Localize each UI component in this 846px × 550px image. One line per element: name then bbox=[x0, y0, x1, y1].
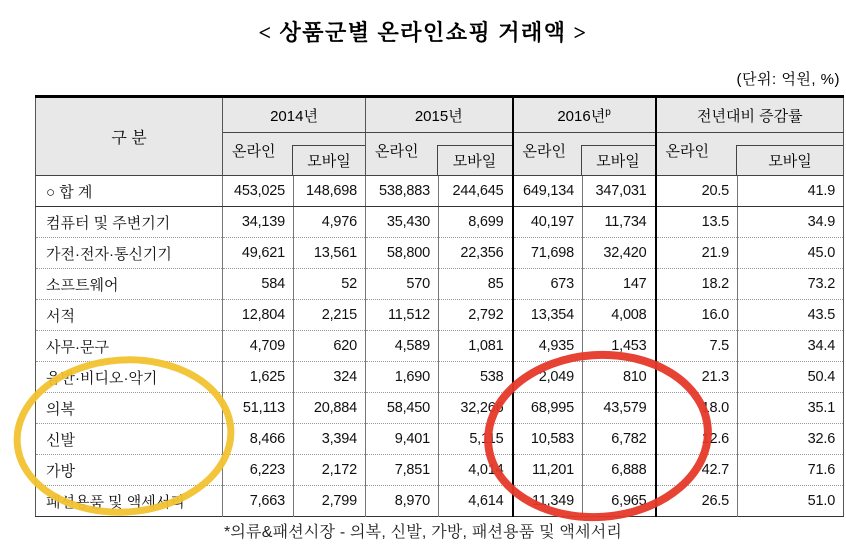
cell-y2014-mobile: 2,799 bbox=[294, 486, 366, 517]
cell-y2014-online: 6,223 bbox=[223, 455, 294, 486]
cell-y2015-mobile: 8,699 bbox=[439, 207, 513, 238]
table-row bbox=[36, 424, 844, 455]
row-label: 음반·비디오·악기 bbox=[36, 362, 223, 393]
total-row bbox=[36, 176, 844, 207]
cell-y2016-mobile: 6,782 bbox=[583, 424, 656, 455]
cell-y2014-online: 49,621 bbox=[223, 238, 294, 269]
year-header-2015 bbox=[366, 97, 513, 133]
cell-y2014-mobile: 2,172 bbox=[294, 455, 366, 486]
cell-y2014-online: 4,709 bbox=[223, 331, 294, 362]
subheader-2014 bbox=[223, 133, 366, 176]
subheader-2016 bbox=[513, 133, 656, 176]
mobile-subheader-box bbox=[292, 145, 365, 175]
cell-growth-online: 18.0 bbox=[656, 393, 738, 424]
cell-y2015-online: 9,401 bbox=[366, 424, 439, 455]
year-label: 2016년 bbox=[557, 107, 606, 125]
cell-y2015-online: 35,430 bbox=[366, 207, 439, 238]
table-row bbox=[36, 269, 844, 300]
table-row bbox=[36, 362, 844, 393]
cell-y2016-online: 649,134 bbox=[513, 176, 583, 207]
table-header bbox=[36, 97, 844, 176]
cell-y2014-online: 584 bbox=[223, 269, 294, 300]
mobile-subheader: 모바일 bbox=[307, 153, 351, 170]
fashion-market-footnote: *의류&패션시장 - 의복, 신발, 가방, 패션용품 및 액세서리 bbox=[223, 524, 623, 541]
cell-y2016-online: 71,698 bbox=[513, 238, 583, 269]
corner-header: 구 분 bbox=[36, 97, 223, 176]
cell-y2015-online: 4,589 bbox=[366, 331, 439, 362]
cell-y2015-online: 58,450 bbox=[366, 393, 439, 424]
cell-y2015-mobile: 85 bbox=[439, 269, 513, 300]
cell-growth-mobile: 73.2 bbox=[738, 269, 844, 300]
table-row bbox=[36, 393, 844, 424]
cell-y2016-online: 2,049 bbox=[513, 362, 583, 393]
data-table-wrapper bbox=[35, 95, 844, 517]
cell-y2015-online: 11,512 bbox=[366, 300, 439, 331]
cell-y2014-mobile: 20,884 bbox=[294, 393, 366, 424]
online-subheader: 온라인 bbox=[232, 143, 276, 160]
cell-y2014-mobile: 4,976 bbox=[294, 207, 366, 238]
mobile-subheader-box bbox=[581, 145, 655, 175]
cell-y2016-mobile: 347,031 bbox=[583, 176, 656, 207]
cell-y2014-online: 453,025 bbox=[223, 176, 294, 207]
cell-y2016-mobile: 6,965 bbox=[583, 486, 656, 517]
cell-y2015-online: 1,690 bbox=[366, 362, 439, 393]
cell-y2016-mobile: 11,734 bbox=[583, 207, 656, 238]
cell-y2014-mobile: 620 bbox=[294, 331, 366, 362]
cell-y2015-mobile: 5,115 bbox=[439, 424, 513, 455]
cell-growth-mobile: 32.6 bbox=[738, 424, 844, 455]
row-label: 컴퓨터 및 주변기기 bbox=[36, 207, 223, 238]
row-label: 의복 bbox=[36, 393, 223, 424]
cell-y2016-mobile: 4,008 bbox=[583, 300, 656, 331]
cell-growth-online: 16.0 bbox=[656, 300, 738, 331]
cell-growth-mobile: 45.0 bbox=[738, 238, 844, 269]
cell-y2014-online: 1,625 bbox=[223, 362, 294, 393]
mobile-subheader: 모바일 bbox=[452, 153, 497, 170]
row-label: 패션용품 및 액세서리 bbox=[36, 486, 223, 517]
cell-y2016-online: 13,354 bbox=[513, 300, 583, 331]
mobile-subheader: 모바일 bbox=[596, 153, 640, 170]
row-label: 가방 bbox=[36, 455, 223, 486]
mobile-subheader-box bbox=[437, 145, 512, 175]
year-header-2016 bbox=[513, 97, 656, 133]
cell-y2014-online: 34,139 bbox=[223, 207, 294, 238]
row-label: 가전·전자·통신기기 bbox=[36, 238, 223, 269]
online-subheader: 온라인 bbox=[522, 143, 567, 160]
cell-growth-mobile: 50.4 bbox=[738, 362, 844, 393]
cell-growth-mobile: 34.4 bbox=[738, 331, 844, 362]
year-header-row bbox=[36, 97, 844, 133]
row-label: 소프트웨어 bbox=[36, 269, 223, 300]
cell-y2015-mobile: 538 bbox=[439, 362, 513, 393]
cell-growth-online: 18.2 bbox=[656, 269, 738, 300]
mobile-subheader: 모바일 bbox=[768, 153, 812, 170]
cell-y2016-mobile: 6,888 bbox=[583, 455, 656, 486]
year-label: 2014년 bbox=[270, 107, 318, 125]
table-row bbox=[36, 207, 844, 238]
cell-y2015-mobile: 32,266 bbox=[439, 393, 513, 424]
cell-y2014-mobile: 3,394 bbox=[294, 424, 366, 455]
cell-y2016-mobile: 810 bbox=[583, 362, 656, 393]
cell-y2015-online: 570 bbox=[366, 269, 439, 300]
mobile-subheader-box bbox=[736, 145, 843, 175]
cell-growth-online: 21.9 bbox=[656, 238, 738, 269]
cell-growth-mobile: 41.9 bbox=[738, 176, 844, 207]
year-label: 전년대비 증감률 bbox=[697, 107, 803, 125]
cell-growth-mobile: 43.5 bbox=[738, 300, 844, 331]
cell-y2014-mobile: 324 bbox=[294, 362, 366, 393]
cell-y2016-mobile: 1,453 bbox=[583, 331, 656, 362]
cell-y2015-mobile: 4,614 bbox=[439, 486, 513, 517]
cell-growth-mobile: 51.0 bbox=[738, 486, 844, 517]
table-row bbox=[36, 455, 844, 486]
cell-y2014-mobile: 13,561 bbox=[294, 238, 366, 269]
cell-y2016-online: 40,197 bbox=[513, 207, 583, 238]
year-label: 2015년 bbox=[414, 107, 463, 125]
cell-y2015-mobile: 2,792 bbox=[439, 300, 513, 331]
table-row bbox=[36, 486, 844, 517]
cell-growth-online: 20.5 bbox=[656, 176, 738, 207]
cell-y2016-online: 673 bbox=[513, 269, 583, 300]
cell-y2015-mobile: 1,081 bbox=[439, 331, 513, 362]
cell-y2016-online: 68,995 bbox=[513, 393, 583, 424]
cell-y2015-mobile: 22,356 bbox=[439, 238, 513, 269]
cell-growth-online: 42.7 bbox=[656, 455, 738, 486]
subheader-growth bbox=[656, 133, 844, 176]
cell-growth-mobile: 35.1 bbox=[738, 393, 844, 424]
cell-y2016-mobile: 43,579 bbox=[583, 393, 656, 424]
cell-growth-online: 12.6 bbox=[656, 424, 738, 455]
cell-y2014-mobile: 148,698 bbox=[294, 176, 366, 207]
cell-growth-online: 7.5 bbox=[656, 331, 738, 362]
table-row bbox=[36, 238, 844, 269]
cell-growth-mobile: 34.9 bbox=[738, 207, 844, 238]
unit-note: (단위: 억원, %) bbox=[736, 71, 840, 88]
cell-y2014-online: 7,663 bbox=[223, 486, 294, 517]
row-label: 서적 bbox=[36, 300, 223, 331]
cell-growth-mobile: 71.6 bbox=[738, 455, 844, 486]
row-label: 신발 bbox=[36, 424, 223, 455]
subheader-2015 bbox=[366, 133, 513, 176]
cell-y2015-online: 538,883 bbox=[366, 176, 439, 207]
page-title: < 상품군별 온라인쇼핑 거래액 > bbox=[258, 20, 588, 45]
cell-y2015-online: 8,970 bbox=[366, 486, 439, 517]
table-row bbox=[36, 331, 844, 362]
growth-header bbox=[656, 97, 844, 133]
row-label: 사무·문구 bbox=[36, 331, 223, 362]
cell-y2016-online: 11,349 bbox=[513, 486, 583, 517]
cell-y2014-online: 8,466 bbox=[223, 424, 294, 455]
cell-y2016-mobile: 147 bbox=[583, 269, 656, 300]
cell-growth-online: 13.5 bbox=[656, 207, 738, 238]
year-header-2014 bbox=[223, 97, 366, 133]
cell-y2015-online: 7,851 bbox=[366, 455, 439, 486]
online-subheader: 온라인 bbox=[375, 143, 419, 160]
cell-y2014-mobile: 2,215 bbox=[294, 300, 366, 331]
cell-y2016-online: 10,583 bbox=[513, 424, 583, 455]
cell-y2016-online: 11,201 bbox=[513, 455, 583, 486]
online-subheader: 온라인 bbox=[665, 143, 710, 160]
cell-y2016-mobile: 32,420 bbox=[583, 238, 656, 269]
cell-y2016-online: 4,935 bbox=[513, 331, 583, 362]
cell-y2015-mobile: 4,014 bbox=[439, 455, 513, 486]
cell-y2015-online: 58,800 bbox=[366, 238, 439, 269]
cell-growth-online: 21.3 bbox=[656, 362, 738, 393]
data-table bbox=[35, 95, 844, 517]
row-label: ○ 합 계 bbox=[36, 176, 223, 207]
cell-y2015-mobile: 244,645 bbox=[439, 176, 513, 207]
table-row bbox=[36, 300, 844, 331]
cell-growth-online: 26.5 bbox=[656, 486, 738, 517]
cell-y2014-mobile: 52 bbox=[294, 269, 366, 300]
cell-y2014-online: 51,113 bbox=[223, 393, 294, 424]
table-body bbox=[36, 176, 844, 517]
preliminary-superscript: p bbox=[605, 106, 611, 118]
cell-y2014-online: 12,804 bbox=[223, 300, 294, 331]
